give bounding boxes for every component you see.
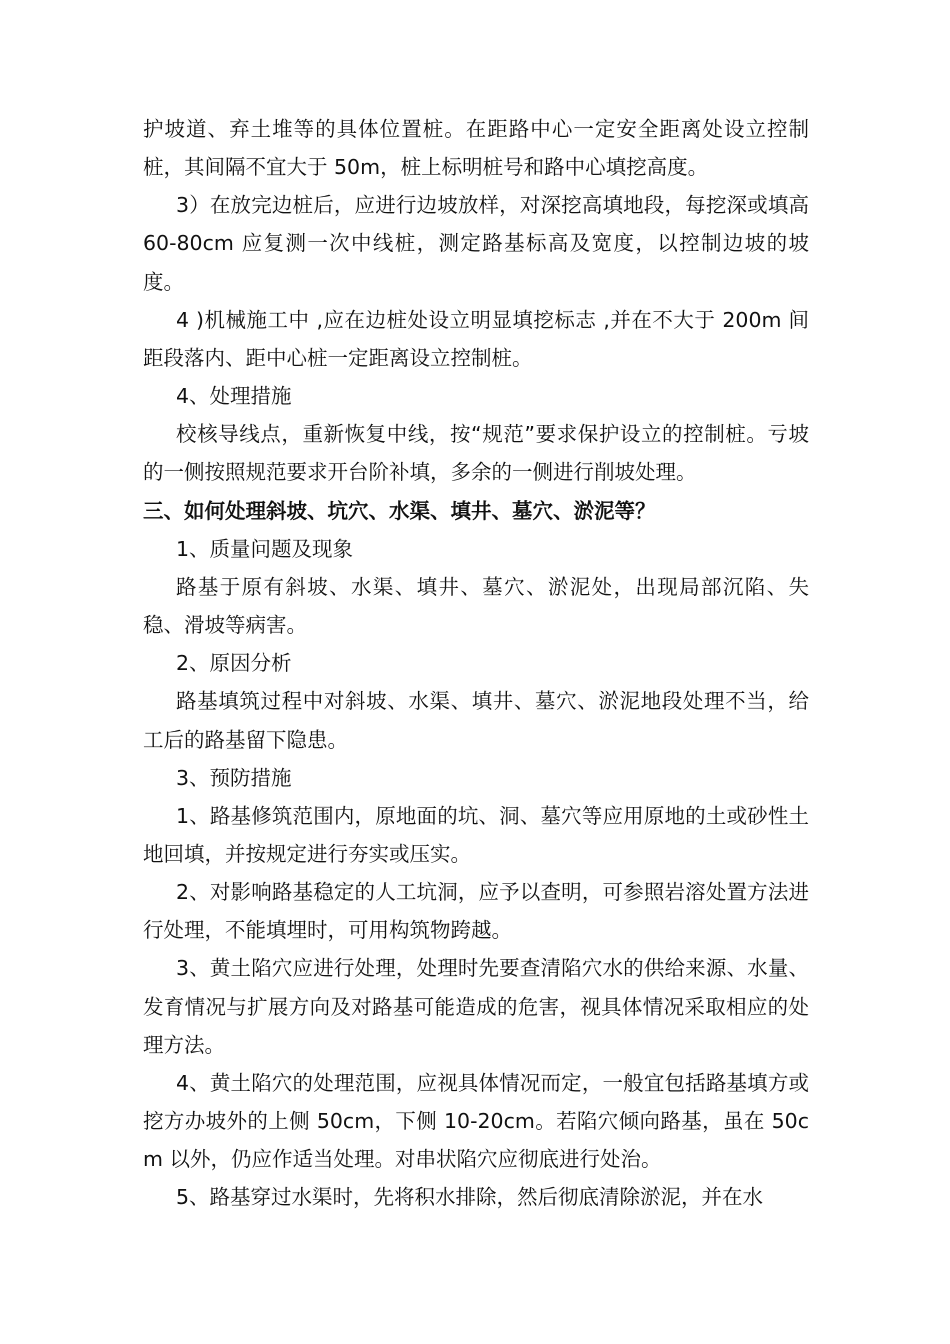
paragraph-5: 校核导线点，重新恢复中线，按“规范”要求保护设立的控制桩。亏坡的一侧按照规范要求开台阶补填，多余的一侧进行削坡处理。: [143, 422, 809, 485]
paragraph-15: 4、黄土陷穴的处理范围，应视具体情况而定，一般宜包括路基填方或挖方办坡外的上侧 50cm，下侧 10-20cm。若陷穴倾向路基，虽在 50cm 以外，仍应作适当处理。对串状陷穴应彻底进行处治。: [143, 1070, 809, 1172]
subheading-cause-analysis: 2、原因分析: [176, 651, 292, 676]
paragraph-12: 1、路基修筑范围内，原地面的坑、洞、墓穴等应用原地的土或砂性土地回填，并按规定进行夯实或压实。: [143, 803, 809, 866]
section-heading-3: 三、如何处理斜坡、坑穴、水渠、填井、墓穴、淤泥等？: [143, 498, 656, 523]
paragraph-2: 3）在放完边桩后，应进行边坡放样，对深挖高填地段，每挖深或填高 60-80cm 应复测一次中线桩，测定路基标高及宽度，以控制边坡的坡度。: [143, 193, 809, 294]
subheading-treatment: 4、处理措施: [176, 384, 292, 409]
paragraph-10: 路基填筑过程中对斜坡、水渠、填井、墓穴、淤泥地段处理不当，给工后的路基留下隐患。: [143, 689, 809, 752]
paragraph-16: 5、路基穿过水渠时，先将积水排除，然后彻底清除淤泥，并在水: [176, 1185, 764, 1210]
paragraph-1: 护坡道、弃土堆等的具体位置桩。在距路中心一定安全距离处设立控制桩，其间隔不宜大于 50m，桩上标明桩号和路中心填挖高度。: [143, 117, 809, 180]
paragraph-14: 3、黄土陷穴应进行处理，处理时先要查清陷穴水的供给来源、水量、发育情况与扩展方向及对路基可能造成的危害，视具体情况采取相应的处理方法。: [143, 956, 809, 1057]
subheading-prevention: 3、预防措施: [176, 765, 292, 790]
paragraph-13: 2、对影响路基稳定的人工坑洞，应予以查明，可参照岩溶处置方法进行处理，不能填埋时，可用构筑物跨越。: [143, 880, 809, 943]
document-body: [143, 110, 809, 1217]
paragraph-8: 路基于原有斜坡、水渠、填井、墓穴、淤泥处，出现局部沉陷、失稳、滑坡等病害。: [143, 574, 809, 638]
paragraph-3: 4 )机械施工中 ,应在边桩处设立明显填挖标志 ,并在不大于 200m 间距段落内、距中心桩一定距离设立控制桩。: [143, 307, 809, 370]
subheading-quality-issues: 1、质量问题及现象: [176, 536, 354, 561]
